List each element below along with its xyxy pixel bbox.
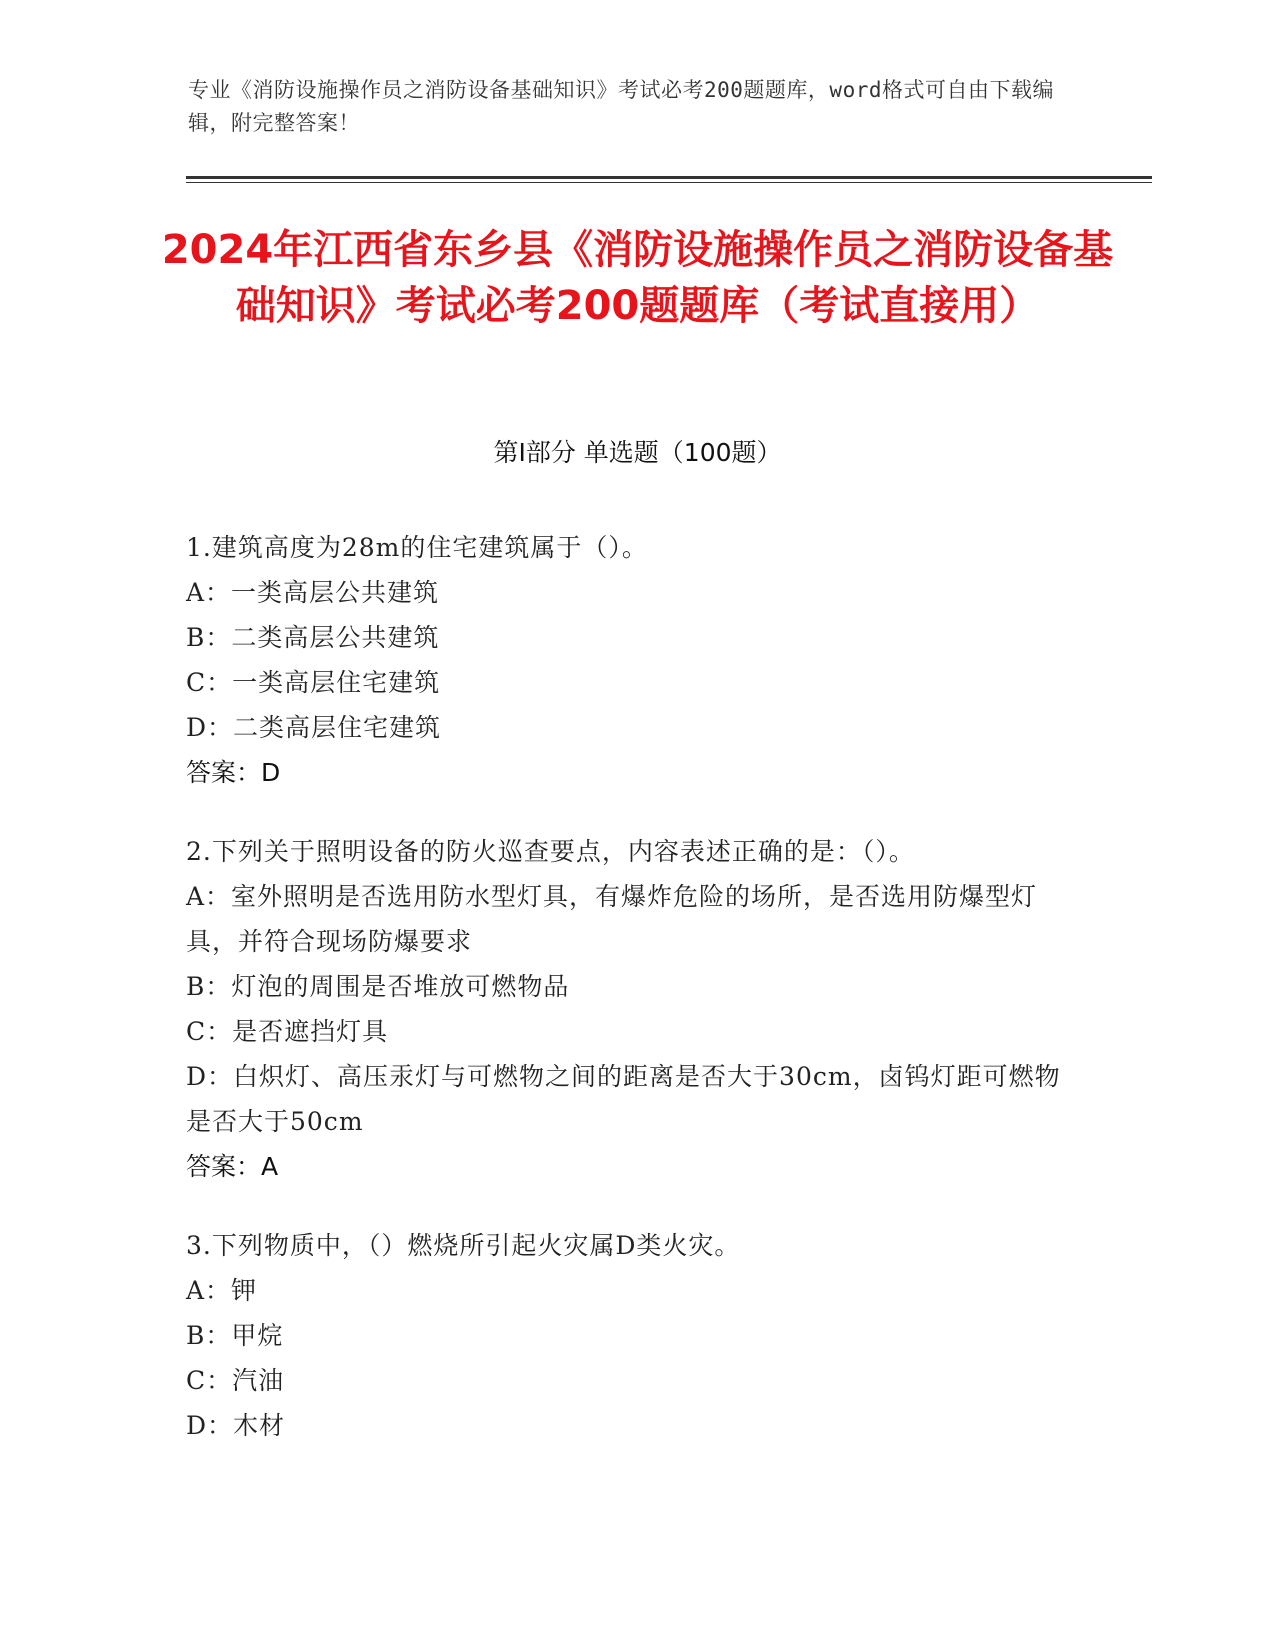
option-a: A：室外照明是否选用防水型灯具，有爆炸危险的场所，是否选用防爆型灯具，并符合现场防爆要求 bbox=[186, 882, 1038, 956]
option-d: D：白炽灯、高压汞灯与可燃物之间的距离是否大于30cm，卤钨灯距可燃物是否大于50cm bbox=[186, 1062, 1061, 1136]
option-d: D：木材 bbox=[186, 1411, 286, 1440]
option-c: C：汽油 bbox=[186, 1366, 285, 1395]
question-1 bbox=[186, 525, 1086, 795]
option-b: B：甲烷 bbox=[186, 1321, 284, 1350]
question-2 bbox=[186, 829, 1086, 1189]
option-a: A：钾 bbox=[186, 1276, 258, 1305]
question-stem: 1.建筑高度为28m的住宅建筑属于（）。 bbox=[186, 533, 648, 562]
option-a: A：一类高层公共建筑 bbox=[186, 578, 440, 607]
option-b: B：灯泡的周围是否堆放可燃物品 bbox=[186, 972, 570, 1001]
option-b: B：二类高层公共建筑 bbox=[186, 623, 440, 652]
answer-line: 答案：D bbox=[186, 758, 281, 787]
question-stem: 3.下列物质中，（）燃烧所引起火灾属D类火灾。 bbox=[186, 1231, 741, 1260]
option-c: C：是否遮挡灯具 bbox=[186, 1017, 389, 1046]
option-d: D：二类高层住宅建筑 bbox=[186, 713, 442, 742]
question-3 bbox=[186, 1223, 1086, 1448]
section-title: 第I部分 单选题（100题） bbox=[493, 438, 782, 467]
answer-line: 答案：A bbox=[186, 1152, 279, 1181]
header-note: 专业《消防设施操作员之消防设备基础知识》考试必考200题题库，word格式可自由下载编辑，附完整答案！ bbox=[188, 78, 1054, 135]
question-list bbox=[186, 525, 1086, 1482]
document-title: 2024年江西省东乡县《消防设施操作员之消防设备基础知识》考试必考200题题库（考试直接用） bbox=[161, 227, 1114, 329]
question-stem: 2.下列关于照明设备的防火巡查要点，内容表述正确的是：（）。 bbox=[186, 837, 915, 866]
header-divider-thick bbox=[186, 176, 1152, 179]
header-divider-thin bbox=[186, 182, 1152, 183]
option-c: C：一类高层住宅建筑 bbox=[186, 668, 441, 697]
